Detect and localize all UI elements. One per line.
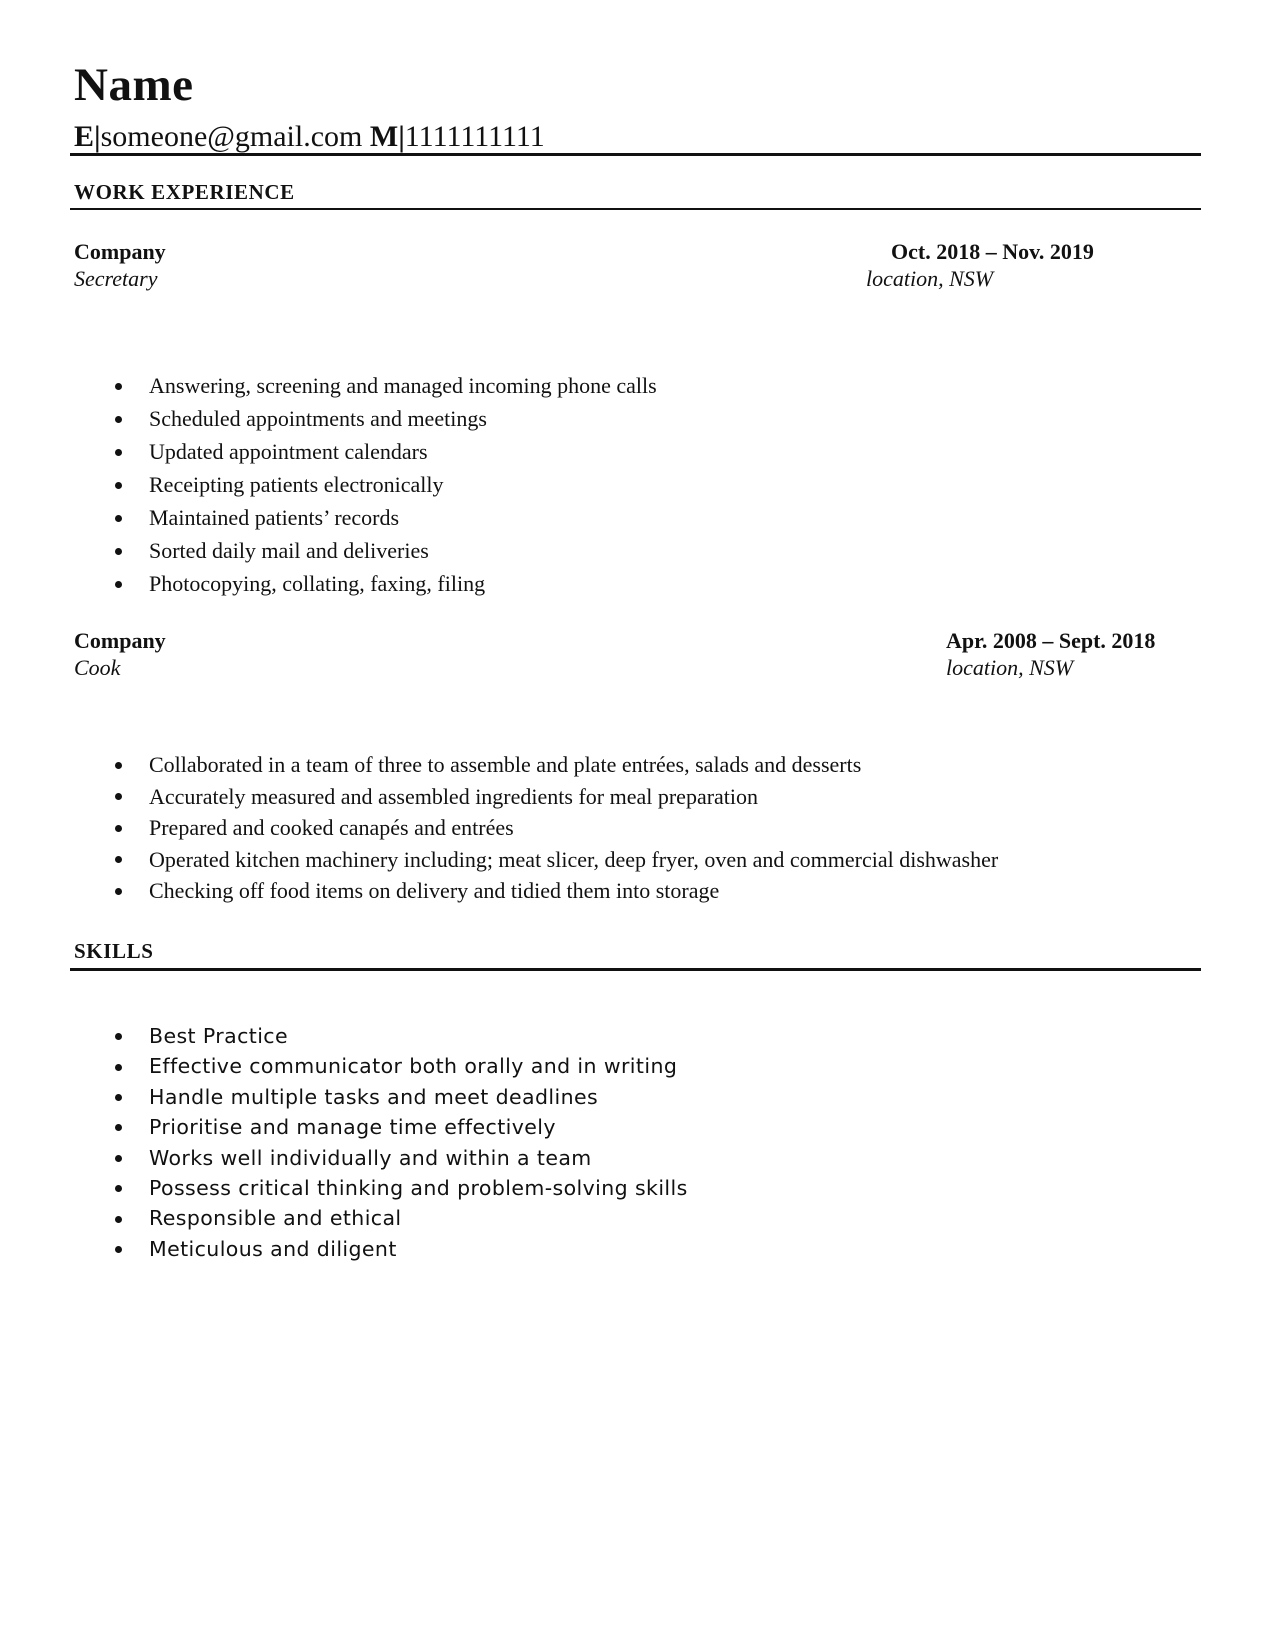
skills-list: [0, 1021, 688, 1264]
list-item: Operated kitchen machinery including; meat slicer, deep fryer, oven and commercial dishwasher: [0, 844, 998, 876]
list-item: Meticulous and diligent: [0, 1234, 688, 1264]
list-item: Handle multiple tasks and meet deadlines: [0, 1082, 688, 1112]
list-item: Photocopying, collating, faxing, filing: [0, 567, 657, 600]
list-item: Works well individually and within a team: [0, 1143, 688, 1173]
job-duties-list: [0, 749, 998, 907]
list-item: Scheduled appointments and meetings: [0, 402, 657, 435]
email-address: someone@gmail.com: [100, 120, 363, 153]
list-item: Receipting patients electronically: [0, 468, 657, 501]
list-item: Answering, screening and managed incoming phone calls: [0, 369, 657, 402]
email-label: E|: [74, 120, 101, 153]
list-item: Accurately measured and assembled ingredients for meal preparation: [0, 781, 998, 813]
job-company: Company: [74, 628, 166, 653]
section-title-skills: SKILLS: [74, 939, 154, 963]
list-item: Sorted daily mail and deliveries: [0, 534, 657, 567]
list-item: Prioritise and manage time effectively: [0, 1112, 688, 1142]
job-role: Cook: [74, 655, 121, 680]
mobile-label: M|: [369, 120, 405, 153]
job-location: location, NSW: [946, 655, 1074, 680]
resume-name: Name: [74, 59, 194, 111]
job-company: Company: [74, 239, 166, 264]
mobile-number: 1111111111: [404, 120, 545, 153]
job-duties-list: [0, 369, 657, 600]
contact-line: [74, 122, 545, 152]
list-item: Updated appointment calendars: [0, 435, 657, 468]
job-role: Secretary: [74, 266, 158, 291]
list-item: Prepared and cooked canapés and entrées: [0, 812, 998, 844]
list-item: Checking off food items on delivery and tidied them into storage: [0, 875, 998, 907]
skills-divider: [70, 968, 1201, 971]
section-title-work-experience: WORK EXPERIENCE: [74, 180, 295, 204]
job-location: location, NSW: [866, 266, 994, 291]
job-dates: Oct. 2018 – Nov. 2019: [891, 239, 1094, 264]
list-item: Responsible and ethical: [0, 1203, 688, 1233]
job-dates: Apr. 2008 – Sept. 2018: [946, 628, 1156, 653]
list-item: Collaborated in a team of three to assemble and plate entrées, salads and desserts: [0, 749, 998, 781]
work-experience-divider: [70, 208, 1201, 210]
header-divider: [70, 153, 1201, 156]
list-item: Possess critical thinking and problem-solving skills: [0, 1173, 688, 1203]
list-item: Maintained patients’ records: [0, 501, 657, 534]
list-item: Best Practice: [0, 1021, 688, 1051]
list-item: Effective communicator both orally and in writing: [0, 1051, 688, 1081]
